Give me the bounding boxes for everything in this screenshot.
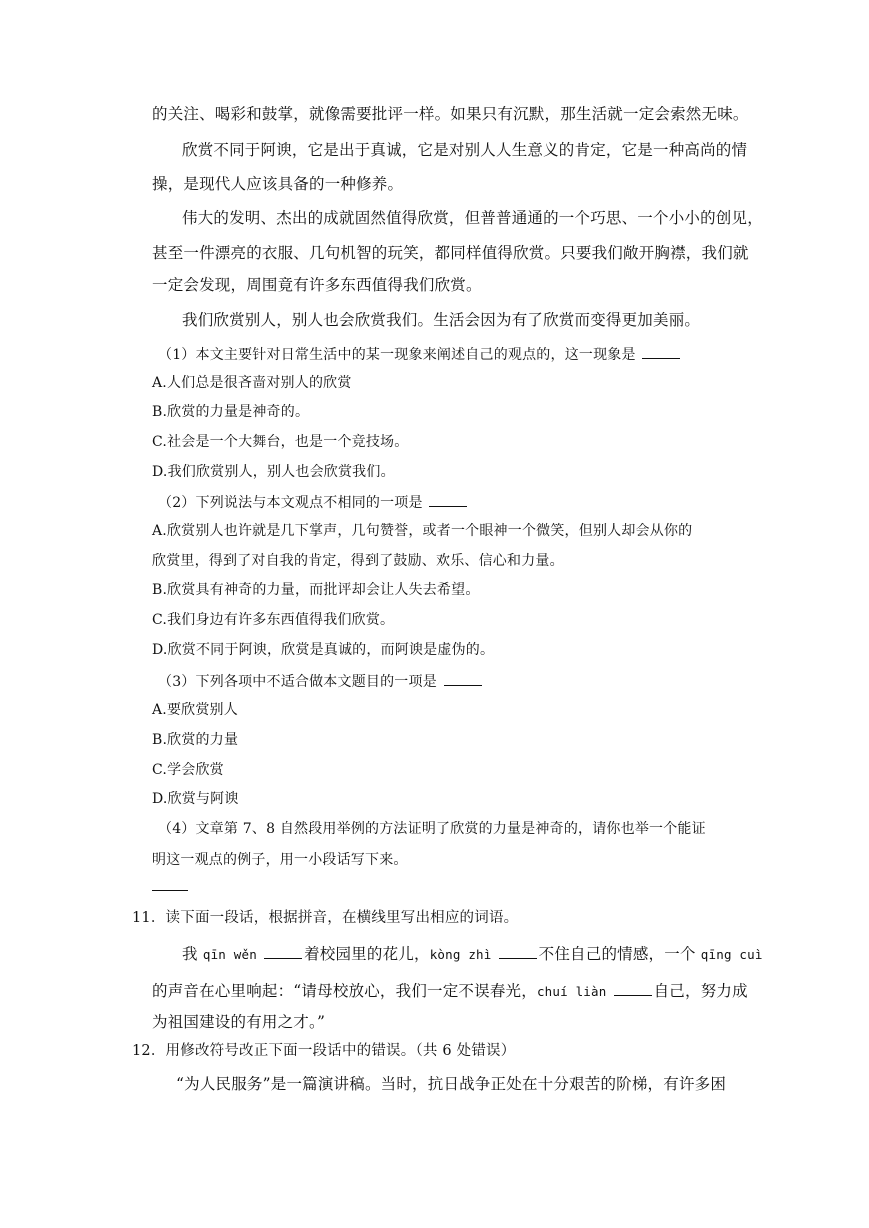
question-text: （3）下列各项中不适合做本文题目的一项是 xyxy=(158,674,437,690)
option-c[interactable]: C.社会是一个大舞台，也是一个竞技场。 xyxy=(152,434,409,450)
text: 自己，努力成 xyxy=(653,982,748,1000)
answer-blank[interactable] xyxy=(614,981,652,996)
passage-line: 伟大的发明、杰出的成就固然值得欣赏，但普普通通的一个巧思、一个小小的创见， xyxy=(182,209,763,227)
option-a[interactable]: A.要欣赏别人 xyxy=(152,702,238,718)
text: 的声音在心里响起：“请母校放心，我们一定不误春光， xyxy=(152,982,537,1000)
answer-blank[interactable] xyxy=(499,944,537,959)
option-a[interactable]: A.欣赏别人也许就是几下掌声，几句赞誉，或者一个眼神一个微笑，但别人却会从你的 xyxy=(152,523,693,539)
passage-line: 甚至一件漂亮的衣服、几句机智的玩笑，都同样值得欣赏。只要我们敞开胸襟，我们就 xyxy=(152,244,749,262)
passage-line: 我们欣赏别人，别人也会欣赏我们。生活会因为有了欣赏而变得更加美丽。 xyxy=(182,311,701,329)
passage-line: 操，是现代人应该具备的一种修养。 xyxy=(152,175,404,193)
option-a[interactable]: A.人们总是很吝啬对别人的欣赏 xyxy=(152,375,352,391)
option-d[interactable]: D.欣赏与阿谀 xyxy=(152,791,239,807)
pinyin: qīng cuì xyxy=(700,947,763,962)
passage-line: 欣赏不同于阿谀，它是出于真诚，它是对别人人生意义的肯定，它是一种高尚的情 xyxy=(182,141,748,159)
question-stem xyxy=(158,344,682,365)
option-a-cont: 欣赏里，得到了对自我的肯定，得到了鼓励、欢乐、信心和力量。 xyxy=(152,553,564,569)
question-text xyxy=(182,944,763,965)
option-b[interactable]: B.欣赏的力量是神奇的。 xyxy=(152,404,310,420)
pinyin: kòng zhì xyxy=(429,947,492,962)
option-d[interactable]: D.欣赏不同于阿谀，欣赏是真诚的，而阿谀是虚伪的。 xyxy=(152,642,495,658)
question-stem-cont: 明这一观点的例子，用一小段话写下来。 xyxy=(152,852,408,868)
question-text: 为祖国建设的有用之才。” xyxy=(152,1013,326,1031)
option-c[interactable]: C.我们身边有许多东西值得我们欣赏。 xyxy=(152,612,395,628)
text: 我 xyxy=(182,945,198,963)
question-text: “为人民服务”是一篇演讲稿。当时，抗日战争正处在十分艰苦的阶梯，有许多困 xyxy=(176,1075,727,1093)
text: 着校园里的花儿， xyxy=(304,945,430,963)
answer-blank[interactable] xyxy=(264,944,302,959)
answer-blank[interactable] xyxy=(444,671,482,686)
passage-line: 的关注、喝彩和鼓掌，就像需要批评一样。如果只有沉默，那生活就一定会索然无味。 xyxy=(152,105,749,123)
option-d[interactable]: D.我们欣赏别人，别人也会欣赏我们。 xyxy=(152,464,395,480)
question-stem: （4）文章第 7、8 自然段用举例的方法证明了欣赏的力量是神奇的，请你也举一个能证 xyxy=(158,821,706,837)
passage-line: 一定会发现，周围竟有许多东西值得我们欣赏。 xyxy=(152,276,482,294)
pinyin: chuí liàn xyxy=(536,984,607,999)
question-title: 11．读下面一段话，根据拼音，在横线里写出相应的词语。 xyxy=(132,910,519,926)
question-stem xyxy=(158,671,484,692)
question-text: （1）本文主要针对日常生活中的某一现象来阐述自己的观点的，这一现象是 xyxy=(158,347,636,363)
question-stem xyxy=(158,492,469,513)
option-b[interactable]: B.欣赏的力量 xyxy=(152,732,239,748)
question-title: 12．用修改符号改正下面一段话中的错误。（共 6 处错误） xyxy=(132,1043,516,1059)
answer-blank[interactable] xyxy=(642,344,680,359)
question-text xyxy=(152,981,748,1002)
option-c[interactable]: C.学会欣赏 xyxy=(152,762,224,778)
answer-blank[interactable] xyxy=(152,876,190,897)
pinyin: qīn wěn xyxy=(202,947,257,962)
text: 不住自己的情感，一个 xyxy=(538,945,696,963)
answer-blank[interactable] xyxy=(429,492,467,507)
option-b[interactable]: B.欣赏具有神奇的力量，而批评却会让人失去希望。 xyxy=(152,582,480,598)
question-text: （2）下列说法与本文观点不相同的一项是 xyxy=(158,495,423,511)
